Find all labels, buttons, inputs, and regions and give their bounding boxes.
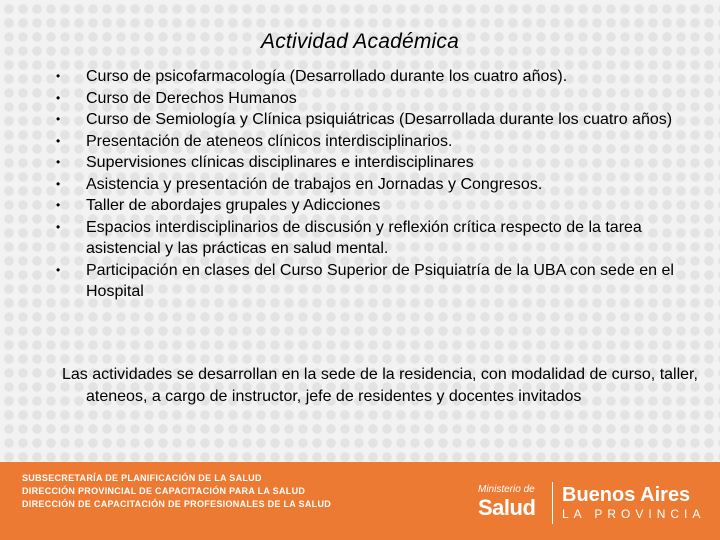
province-label: LA PROVINCIA (562, 507, 706, 521)
logo-divider (552, 482, 553, 524)
bullet-icon: • (56, 90, 61, 105)
list-item-text: Curso de Semiología y Clínica psiquiátricas (Desarrollada durante los cuatro años) (86, 111, 673, 128)
footer-line: SUBSECRETARÍA DE PLANIFICACIÓN DE LA SALUD (22, 473, 262, 483)
list-item (56, 152, 686, 174)
list-item-text: Curso de Derechos Humanos (86, 89, 297, 107)
list-item (56, 88, 686, 110)
bullet-icon: • (56, 219, 61, 234)
ministry-name: Salud (478, 495, 536, 520)
bullet-icon: • (56, 112, 61, 126)
list-item (56, 174, 686, 196)
bullet-icon: • (56, 69, 61, 83)
bullet-icon: • (56, 198, 61, 212)
list-item-text: Curso de psicofarmacología (Desarrollado durante los cuatro años). (86, 68, 568, 85)
list-item-text: Presentación de ateneos clínicos interdisciplinarios. (86, 132, 453, 150)
list-item-text: Espacios interdisciplinarios de discusión y reflexión crítica respecto de la tarea asistencial y las prácticas en salud mental. (86, 218, 642, 257)
bullet-icon: • (56, 133, 61, 148)
list-item-text: Asistencia y presentación de trabajos en Jornadas y Congresos. (86, 175, 543, 193)
slide-title: Actividad Académica (261, 30, 459, 53)
province-name: Buenos Aires (562, 484, 691, 506)
activity-list (56, 66, 686, 303)
list-item (56, 109, 686, 131)
province-logo (562, 484, 705, 522)
list-item-text: Participación en clases del Curso Superior de Psiquiatría de la UBA con sede en el Hospital (86, 261, 674, 300)
list-item-text: Taller de abordajes grupales y Adicciones (86, 197, 381, 214)
list-item (56, 66, 686, 88)
ministry-logo (478, 484, 535, 520)
footer-institution-lines (22, 472, 331, 511)
list-item-text: Supervisiones clínicas disciplinares e interdisciplinares (86, 154, 474, 171)
ministry-label: Ministerio de (478, 484, 535, 495)
list-item (56, 131, 686, 153)
footer-line: DIRECCIÓN DE CAPACITACIÓN DE PROFESIONALES DE LA SALUD (22, 499, 332, 509)
list-item (56, 195, 686, 217)
bullet-icon: • (56, 262, 61, 277)
list-item (56, 260, 686, 303)
bullet-icon: • (56, 176, 61, 191)
bullet-icon: • (56, 155, 61, 169)
footer-bar (0, 462, 720, 540)
closing-paragraph: Las actividades se desarrollan en la sede de la residencia, con modalidad de curso, taller, ateneos, a cargo de instructor, jefe de residentes y docentes invitados (62, 366, 698, 405)
list-item (56, 217, 686, 260)
footer-line: DIRECCIÓN PROVINCIAL DE CAPACITACIÓN PARA LA SALUD (22, 486, 306, 496)
